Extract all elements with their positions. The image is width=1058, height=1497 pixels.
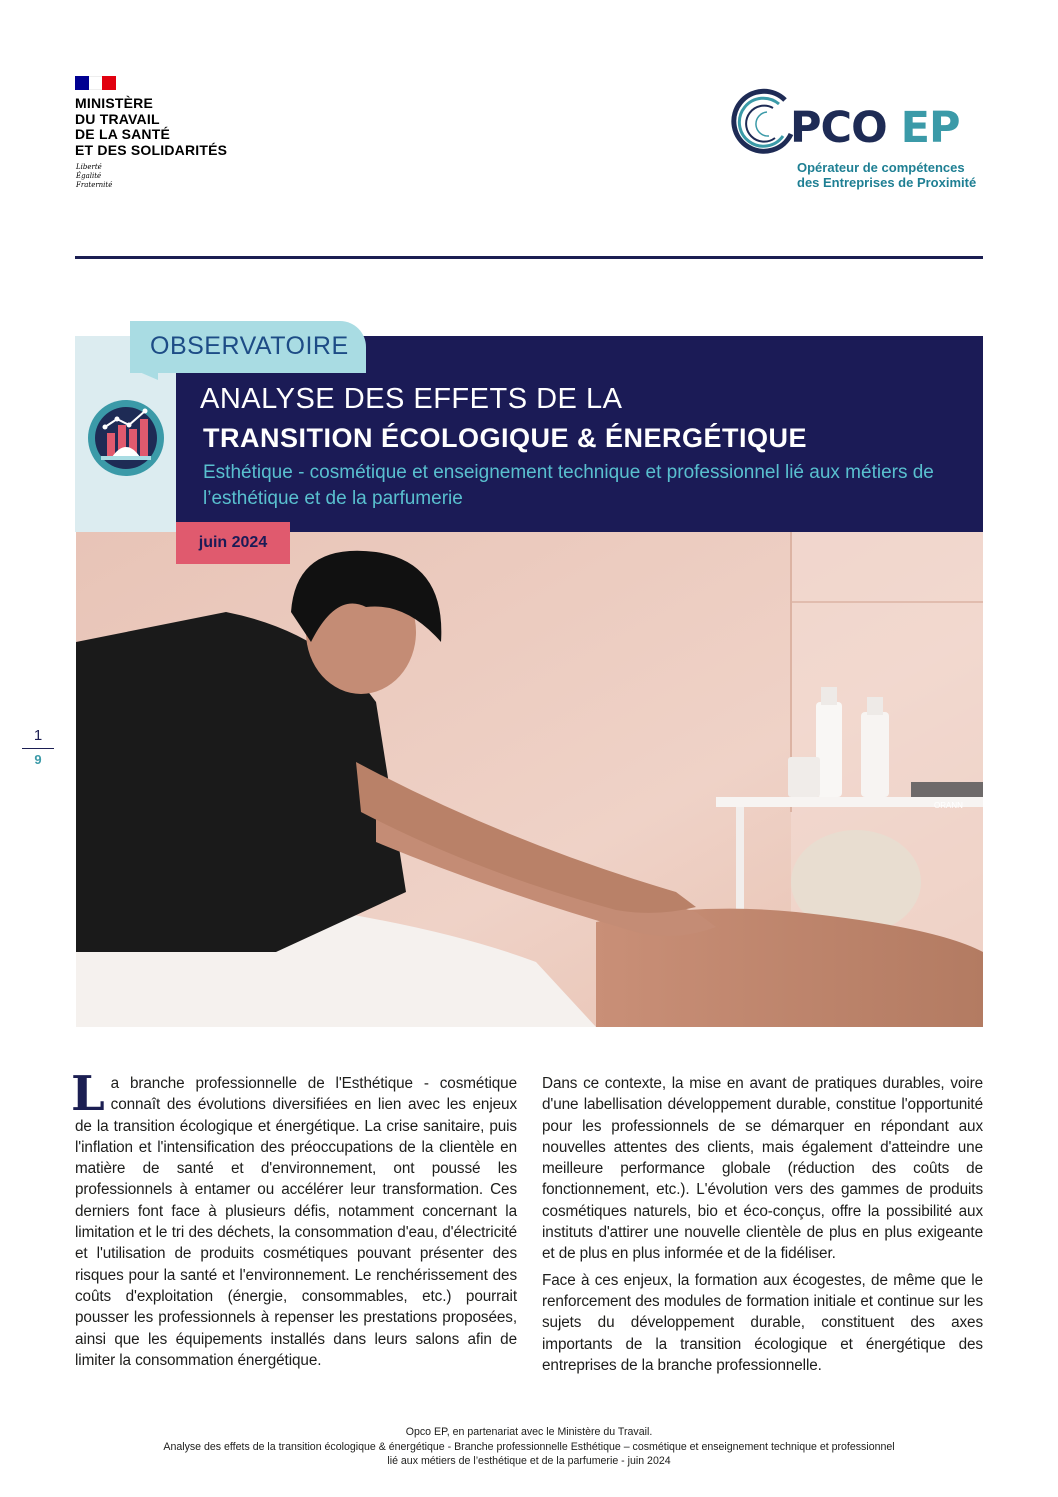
intro-column-left: [71, 1066, 517, 1371]
report-title-line1: ANALYSE DES EFFETS DE LA: [200, 383, 623, 415]
french-flag-icon: [75, 76, 116, 90]
product-brand-label: ORANN: [934, 801, 963, 810]
page-footer: Opco EP, en partenariat avec le Ministère du Travail. Analyse des effets de la transition écologique & énergétique - Branche professionnelle Esthétique – cosmétique et enseignement technique et professionnel lié aux métiers de l’esthétique et de la parfumerie - juin 2024: [163, 1426, 895, 1467]
report-title-line2: TRANSITION ÉCOLOGIQUE & ÉNERGÉTIQUE: [203, 423, 808, 453]
publication-date: juin 2024: [198, 534, 268, 551]
ministry-motto: Liberté Égalité Fraternité: [76, 163, 113, 189]
hero-photo-massage: [76, 532, 983, 1027]
page-total: 9: [34, 752, 42, 767]
challenges-paragraph: Face à ces enjeux, la formation aux écogestes, de même que le renforcement des modules de formation initiale et continue sur les sujets du développement durable, constituent des axes importants de la transition écologique et énergétique des entreprises de la branche professionnelle.: [542, 1271, 983, 1374]
report-subtitle: Esthétique - cosmétique et enseignement technique et professionnel lié aux métiers de l’esthétique et de la parfumerie: [203, 462, 934, 509]
opco-tagline: Opérateur de compétences des Entreprises de Proximité: [797, 160, 977, 190]
observatory-chart-icon: [87, 399, 165, 477]
opco-logo-swirl-icon: [725, 86, 799, 160]
intro-column-right: [542, 1073, 983, 1376]
intro-paragraph: a branche professionnelle de l'Esthétique - cosmétique connaît des évolutions diversifiées en lien avec les enjeux de la transition écologique et énergétique. La crise sanitaire, puis l'inflation et l'intensification des préoccupations de la clientèle en matière de santé et d'environnement, ont poussé les professionnels à entamer ou accélérer leur transformation. Ces derniers font face à plusieurs défis, notamment concernant la limitation et le tri des déchets, la consommation d'eau, d'électricité et l'utilisation de produits cosmétiques pouvant présenter des risques pour la santé et l'environnement. Le renchérissement des coûts d'exploitation (énergie, consommables, etc.) pourrait pousser les professionnels à repenser les prestations proposées, ainsi que les équipements installés dans leurs salons afin de limiter la consommation énergétique.: [75, 1075, 517, 1369]
ministry-name: MINISTÈRE DU TRAVAIL DE LA SANTÉ ET DES SOLIDARITÉS: [75, 95, 228, 158]
header-divider: [75, 256, 983, 259]
page-number: 1: [33, 727, 43, 744]
drop-cap: L: [71, 1066, 105, 1122]
page-number-divider: [22, 748, 54, 749]
context-paragraph: Dans ce contexte, la mise en avant de pratiques durables, voire d'une labellisation développement durable, constitue l'opportunité pour les professionnels de se démarquer en répondant aux nouvelles attentes des clients, mais également d'atteindre une meilleure performance globale (réduction des coûts de fonctionnement, etc.). L'évolution vers des gammes de produits cosmétiques naturels, bio et éco-conçus, offre la possibilité aux instituts d'attirer une nouvelle clientèle de plus en plus exigeante et de plus en plus informée et de la fidéliser.: [542, 1075, 983, 1263]
observatoire-label: OBSERVATOIRE: [150, 332, 349, 360]
opco-logo-text: PCO EP: [790, 103, 960, 153]
